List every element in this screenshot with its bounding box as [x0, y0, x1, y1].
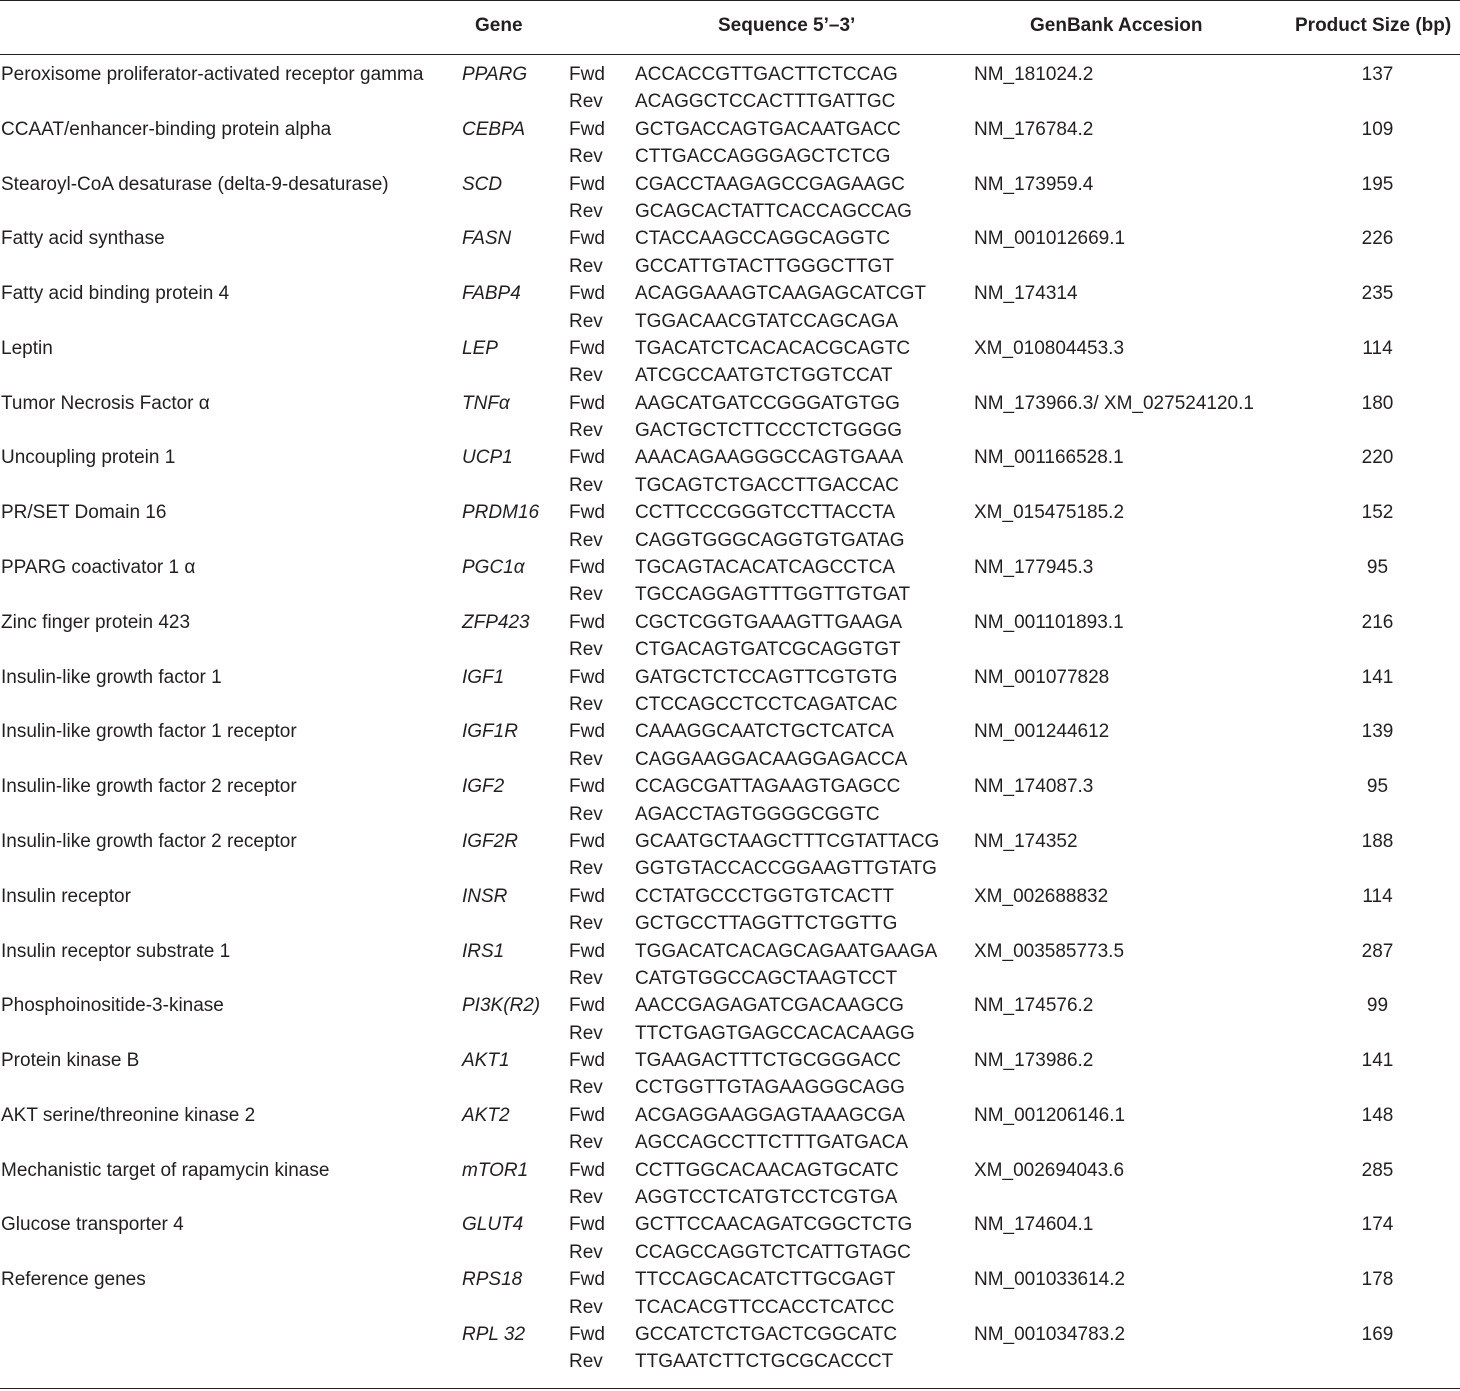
direction-rev: Rev: [569, 365, 603, 387]
sequence-rev: TGCCAGGAGTTTGGTTGTGAT: [635, 584, 911, 606]
table-header: [0, 0, 1460, 54]
direction-rev: Rev: [569, 1022, 603, 1044]
sequence-rev: TTCTGAGTGAGCCACACAAGG: [635, 1022, 915, 1044]
sequence-fwd: GCTTCCAACAGATCGGCTCTG: [635, 1214, 913, 1236]
table-row: [0, 418, 1460, 445]
gene-name: Tumor Necrosis Factor α: [1, 392, 210, 414]
genbank-accession: XM_002688832: [974, 885, 1109, 907]
sequence-fwd: TGGACATCACAGCAGAATGAAGA: [635, 940, 938, 962]
product-size: 141: [1361, 666, 1394, 688]
direction-rev: Rev: [569, 1296, 603, 1318]
table-row: [0, 747, 1460, 774]
sequence-rev: TCACACGTTCCACCTCATCC: [635, 1296, 895, 1318]
gene-name: Protein kinase B: [1, 1050, 140, 1072]
genbank-accession: XM_003585773.5: [974, 940, 1125, 962]
table-row: [0, 911, 1460, 938]
gene-name: Fatty acid synthase: [1, 228, 165, 250]
table-row: [0, 692, 1460, 719]
table-row: [0, 117, 1460, 144]
table-row: [0, 199, 1460, 226]
sequence-fwd: CGACCTAAGAGCCGAGAAGC: [635, 173, 905, 195]
genbank-accession: NM_001033614.2: [974, 1269, 1126, 1291]
direction-fwd: Fwd: [569, 283, 605, 305]
genbank-accession: NM_001206146.1: [974, 1104, 1126, 1126]
sequence-fwd: TTCCAGCACATCTTGCGAGT: [635, 1269, 896, 1291]
gene-name: Insulin-like growth factor 1: [1, 666, 222, 688]
table-row: [0, 89, 1460, 116]
table-row: [0, 1158, 1460, 1185]
gene-symbol: FASN: [462, 228, 512, 250]
genbank-accession: NM_173959.4: [974, 173, 1094, 195]
gene-symbol: IGF2R: [462, 830, 518, 852]
direction-rev: Rev: [569, 1077, 603, 1099]
gene-name: Mechanistic target of rapamycin kinase: [1, 1159, 330, 1181]
product-size: 169: [1361, 1323, 1394, 1345]
sequence-fwd: AACCGAGAGATCGACAAGCG: [635, 995, 904, 1017]
table-row: [0, 993, 1460, 1020]
sequence-rev: AGACCTAGTGGGGCGGTC: [635, 803, 880, 825]
product-size: 99: [1366, 995, 1389, 1017]
direction-rev: Rev: [569, 748, 603, 770]
gene-name: PPARG coactivator 1 α: [1, 557, 196, 579]
direction-fwd: Fwd: [569, 118, 605, 140]
direction-rev: Rev: [569, 91, 603, 113]
sequence-rev: CCAGCCAGGTCTCATTGTAGC: [635, 1241, 911, 1263]
header-gene: Gene: [475, 15, 523, 36]
direction-rev: Rev: [569, 310, 603, 332]
genbank-accession: NM_174087.3: [974, 776, 1094, 798]
sequence-fwd: CCTTGGCACAACAGTGCATC: [635, 1159, 899, 1181]
gene-symbol: IGF1: [462, 666, 505, 688]
direction-fwd: Fwd: [569, 830, 605, 852]
table-body: [0, 62, 1460, 1377]
gene-name: Insulin receptor: [1, 885, 131, 907]
gene-symbol: PI3K(R2): [462, 995, 541, 1017]
gene-symbol: RPL 32: [462, 1323, 526, 1345]
genbank-accession: NM_174314: [974, 283, 1078, 305]
direction-fwd: Fwd: [569, 885, 605, 907]
table-row: [0, 610, 1460, 637]
sequence-rev: CAGGTGGGCAGGTGTGATAG: [635, 529, 905, 551]
sequence-rev: CATGTGGCCAGCTAAGTCCT: [635, 967, 898, 989]
product-size: 114: [1362, 885, 1393, 907]
direction-rev: Rev: [569, 1351, 603, 1373]
table-row: [0, 1212, 1460, 1239]
table-row: [0, 309, 1460, 336]
table-row: [0, 473, 1460, 500]
sequence-fwd: TGCAGTACACATCAGCCTCA: [635, 557, 896, 579]
sequence-fwd: CAAAGGCAATCTGCTCATCA: [635, 721, 894, 743]
direction-rev: Rev: [569, 1132, 603, 1154]
direction-fwd: Fwd: [569, 995, 605, 1017]
gene-symbol: PPARG: [462, 64, 528, 85]
direction-rev: Rev: [569, 200, 603, 222]
product-size: 109: [1361, 118, 1394, 140]
genbank-accession: XM_015475185.2: [974, 502, 1125, 524]
gene-name: Phosphoinositide-3-kinase: [1, 995, 224, 1017]
direction-fwd: Fwd: [569, 337, 605, 359]
direction-fwd: Fwd: [569, 1050, 605, 1072]
table-row: [0, 1322, 1460, 1349]
product-size: 137: [1361, 64, 1394, 85]
table-row: [0, 966, 1460, 993]
sequence-fwd: AAACAGAAGGGCCAGTGAAA: [635, 447, 904, 469]
genbank-accession: NM_177945.3: [974, 557, 1094, 579]
direction-rev: Rev: [569, 913, 603, 935]
sequence-fwd: TGAAGACTTTCTGCGGGACC: [635, 1050, 901, 1072]
product-size: 195: [1361, 173, 1394, 195]
sequence-fwd: CCAGCGATTAGAAGTGAGCC: [635, 776, 901, 798]
direction-fwd: Fwd: [569, 611, 605, 633]
sequence-fwd: GCCATCTCTGACTCGGCATC: [635, 1323, 898, 1345]
table-row: [0, 336, 1460, 363]
header-product-size: Product Size (bp): [1295, 15, 1452, 36]
gene-symbol: FABP4: [462, 283, 521, 305]
table-row: [0, 445, 1460, 472]
sequence-rev: ATCGCCAATGTCTGGTCCAT: [635, 365, 893, 387]
sequence-rev: CTGACAGTGATCGCAGGTGT: [635, 639, 901, 661]
direction-rev: Rev: [569, 529, 603, 551]
sequence-fwd: CCTTCCCGGGTCCTTACCTA: [635, 502, 895, 524]
sequence-rev: ACAGGCTCCACTTTGATTGC: [635, 91, 896, 113]
sequence-rev: CAGGAAGGACAAGGAGACCA: [635, 748, 908, 770]
table-row: [0, 637, 1460, 664]
product-size: 152: [1361, 502, 1394, 524]
gene-name: Glucose transporter 4: [1, 1214, 184, 1236]
table-row: [0, 1075, 1460, 1102]
gene-name: Insulin-like growth factor 1 receptor: [1, 721, 297, 743]
sequence-rev: GCCATTGTACTTGGGCTTGT: [635, 255, 894, 277]
table-row: [0, 829, 1460, 856]
product-size: 216: [1361, 611, 1394, 633]
product-size: 226: [1361, 228, 1394, 250]
genbank-accession: NM_001244612: [974, 721, 1110, 743]
gene-name: Leptin: [1, 337, 53, 359]
sequence-fwd: ACCACCGTTGACTTCTCCAG: [635, 64, 898, 85]
direction-rev: Rev: [569, 1187, 603, 1209]
product-size: 220: [1361, 447, 1394, 469]
table-row: [0, 1103, 1460, 1130]
direction-fwd: Fwd: [569, 666, 605, 688]
table-row: [0, 500, 1460, 527]
table-row: [0, 391, 1460, 418]
product-size: 285: [1361, 1159, 1394, 1181]
gene-symbol: AKT2: [462, 1104, 510, 1126]
product-size: 95: [1366, 776, 1389, 798]
direction-fwd: Fwd: [569, 721, 605, 743]
table-row: [0, 528, 1460, 555]
gene-symbol: mTOR1: [462, 1159, 529, 1181]
table-row: [0, 144, 1460, 171]
direction-fwd: Fwd: [569, 447, 605, 469]
table-row: [0, 1185, 1460, 1212]
direction-rev: Rev: [569, 255, 603, 277]
direction-fwd: Fwd: [569, 228, 605, 250]
sequence-rev: AGCCAGCCTTCTTTGATGACA: [635, 1132, 909, 1154]
table-row: [0, 1349, 1460, 1376]
gene-symbol: ZFP423: [462, 611, 530, 633]
gene-symbol: SCD: [462, 173, 503, 195]
gene-symbol: LEP: [462, 337, 498, 359]
header-genbank: GenBank Accesion: [1030, 15, 1203, 36]
product-size: 139: [1361, 721, 1394, 743]
genbank-accession: NM_174576.2: [974, 995, 1094, 1017]
table-row: [0, 1048, 1460, 1075]
sequence-fwd: CTACCAAGCCAGGCAGGTC: [635, 228, 891, 250]
table-row: [0, 555, 1460, 582]
header-sequence: Sequence 5’–3’: [718, 15, 856, 36]
product-size: 287: [1361, 940, 1394, 962]
direction-rev: Rev: [569, 146, 603, 168]
product-size: 178: [1361, 1269, 1394, 1291]
sequence-fwd: CCTATGCCCTGGTGTCACTT: [635, 885, 894, 907]
direction-rev: Rev: [569, 420, 603, 442]
bottom-rule: [0, 1388, 1460, 1389]
genbank-accession: NM_176784.2: [974, 118, 1094, 140]
table-row: [0, 1021, 1460, 1048]
gene-symbol: IGF2: [462, 776, 505, 798]
sequence-fwd: GCAATGCTAAGCTTTCGTATTACG: [635, 830, 940, 852]
gene-symbol: GLUT4: [462, 1214, 524, 1236]
gene-symbol: AKT1: [462, 1050, 510, 1072]
table-row: [0, 1130, 1460, 1157]
direction-fwd: Fwd: [569, 392, 605, 414]
direction-rev: Rev: [569, 803, 603, 825]
direction-fwd: Fwd: [569, 502, 605, 524]
direction-fwd: Fwd: [569, 1269, 605, 1291]
genbank-accession: NM_173986.2: [974, 1050, 1094, 1072]
direction-fwd: Fwd: [569, 64, 605, 85]
product-size: 148: [1361, 1104, 1394, 1126]
gene-symbol: IGF1R: [462, 721, 518, 743]
table-row: [0, 719, 1460, 746]
direction-fwd: Fwd: [569, 940, 605, 962]
gene-symbol: IRS1: [462, 940, 505, 962]
genbank-accession: XM_010804453.3: [974, 337, 1125, 359]
direction-rev: Rev: [569, 693, 603, 715]
gene-name: Peroxisome proliferator-activated receptor gamma: [1, 64, 424, 85]
genbank-accession: NM_001166528.1: [974, 447, 1124, 469]
sequence-fwd: TGACATCTCACACACGCAGTC: [635, 337, 911, 359]
product-size: 114: [1362, 337, 1393, 359]
direction-rev: Rev: [569, 1241, 603, 1263]
sequence-rev: TTGAATCTTCTGCGCACCCT: [635, 1351, 894, 1373]
sequence-fwd: ACGAGGAAGGAGTAAAGCGA: [635, 1104, 905, 1126]
table-row: [0, 226, 1460, 253]
direction-fwd: Fwd: [569, 776, 605, 798]
genbank-accession: NM_181024.2: [974, 64, 1094, 85]
gene-symbol: UCP1: [462, 447, 513, 469]
gene-symbol: PRDM16: [462, 502, 540, 524]
gene-name: PR/SET Domain 16: [1, 502, 167, 524]
sequence-rev: TGGACAACGTATCCAGCAGA: [635, 310, 899, 332]
gene-symbol: INSR: [462, 885, 508, 907]
direction-fwd: Fwd: [569, 1104, 605, 1126]
direction-rev: Rev: [569, 639, 603, 661]
sequence-rev: GCTGCCTTAGGTTCTGGTTG: [635, 913, 898, 935]
gene-symbol: CEBPA: [462, 118, 526, 140]
gene-name: Insulin-like growth factor 2 receptor: [1, 830, 297, 852]
product-size: 188: [1361, 830, 1394, 852]
table-row: [0, 1240, 1460, 1267]
genbank-accession: NM_001034783.2: [974, 1323, 1126, 1345]
genbank-accession: NM_174352: [974, 830, 1078, 852]
sequence-rev: AGGTCCTCATGTCCTCGTGA: [635, 1187, 898, 1209]
gene-name: Stearoyl-CoA desaturase (delta-9-desaturase): [1, 173, 389, 195]
product-size: 180: [1361, 392, 1394, 414]
genbank-accession: XM_002694043.6: [974, 1159, 1125, 1181]
gene-symbol: RPS18: [462, 1269, 523, 1291]
genbank-accession: NM_173966.3/ XM_027524120.1: [974, 392, 1254, 414]
table-row: [0, 884, 1460, 911]
sequence-rev: GGTGTACCACCGGAAGTTGTATG: [635, 858, 937, 880]
table-row: [0, 856, 1460, 883]
sequence-rev: GACTGCTCTTCCCTCTGGGG: [635, 420, 903, 442]
gene-name: Insulin-like growth factor 2 receptor: [1, 776, 297, 798]
sequence-rev: CTTGACCAGGGAGCTCTCG: [635, 146, 891, 168]
table-row: [0, 939, 1460, 966]
table-row: [0, 281, 1460, 308]
direction-rev: Rev: [569, 474, 603, 496]
table-row: [0, 363, 1460, 390]
sequence-fwd: GCTGACCAGTGACAATGACC: [635, 118, 901, 140]
direction-fwd: Fwd: [569, 1323, 605, 1345]
sequence-fwd: CGCTCGGTGAAAGTTGAAGA: [635, 611, 903, 633]
header-rule: [0, 54, 1460, 55]
sequence-rev: CTCCAGCCTCCTCAGATCAC: [635, 693, 898, 715]
gene-name: CCAAT/enhancer-binding protein alpha: [1, 118, 332, 140]
table-row: [0, 1295, 1460, 1322]
gene-name: Uncoupling protein 1: [1, 447, 176, 469]
gene-name: AKT serine/threonine kinase 2: [1, 1104, 256, 1126]
gene-name: Reference genes: [1, 1269, 146, 1291]
table-row: [0, 665, 1460, 692]
table-row: [0, 802, 1460, 829]
direction-rev: Rev: [569, 967, 603, 989]
sequence-rev: TGCAGTCTGACCTTGACCAC: [635, 474, 899, 496]
gene-symbol: PGC1α: [462, 557, 525, 579]
product-size: 235: [1361, 283, 1394, 305]
sequence-fwd: ACAGGAAAGTCAAGAGCATCGT: [635, 283, 927, 305]
direction-rev: Rev: [569, 584, 603, 606]
genbank-accession: NM_001077828: [974, 666, 1110, 688]
gene-name: Insulin receptor substrate 1: [1, 940, 231, 962]
product-size: 174: [1361, 1214, 1394, 1236]
gene-name: Zinc finger protein 423: [1, 611, 191, 633]
direction-fwd: Fwd: [569, 1214, 605, 1236]
direction-rev: Rev: [569, 858, 603, 880]
table-row: [0, 62, 1460, 89]
sequence-rev: CCTGGTTGTAGAAGGGCAGG: [635, 1077, 905, 1099]
table-row: [0, 774, 1460, 801]
genbank-accession: NM_001012669.1: [974, 228, 1126, 250]
table-row: [0, 1267, 1460, 1294]
sequence-fwd: AAGCATGATCCGGGATGTGG: [635, 392, 900, 414]
table-row: [0, 254, 1460, 281]
genbank-accession: NM_174604.1: [974, 1214, 1094, 1236]
product-size: 95: [1366, 557, 1389, 579]
sequence-fwd: GATGCTCTCCAGTTCGTGTG: [635, 666, 898, 688]
direction-fwd: Fwd: [569, 1159, 605, 1181]
gene-name: Fatty acid binding protein 4: [1, 283, 230, 305]
genbank-accession: NM_001101893.1: [974, 611, 1124, 633]
product-size: 141: [1361, 1050, 1394, 1072]
table-row: [0, 172, 1460, 199]
table-row: [0, 582, 1460, 609]
gene-symbol: TNFα: [462, 392, 510, 414]
sequence-rev: GCAGCACTATTCACCAGCCAG: [635, 200, 912, 222]
direction-fwd: Fwd: [569, 557, 605, 579]
direction-fwd: Fwd: [569, 173, 605, 195]
